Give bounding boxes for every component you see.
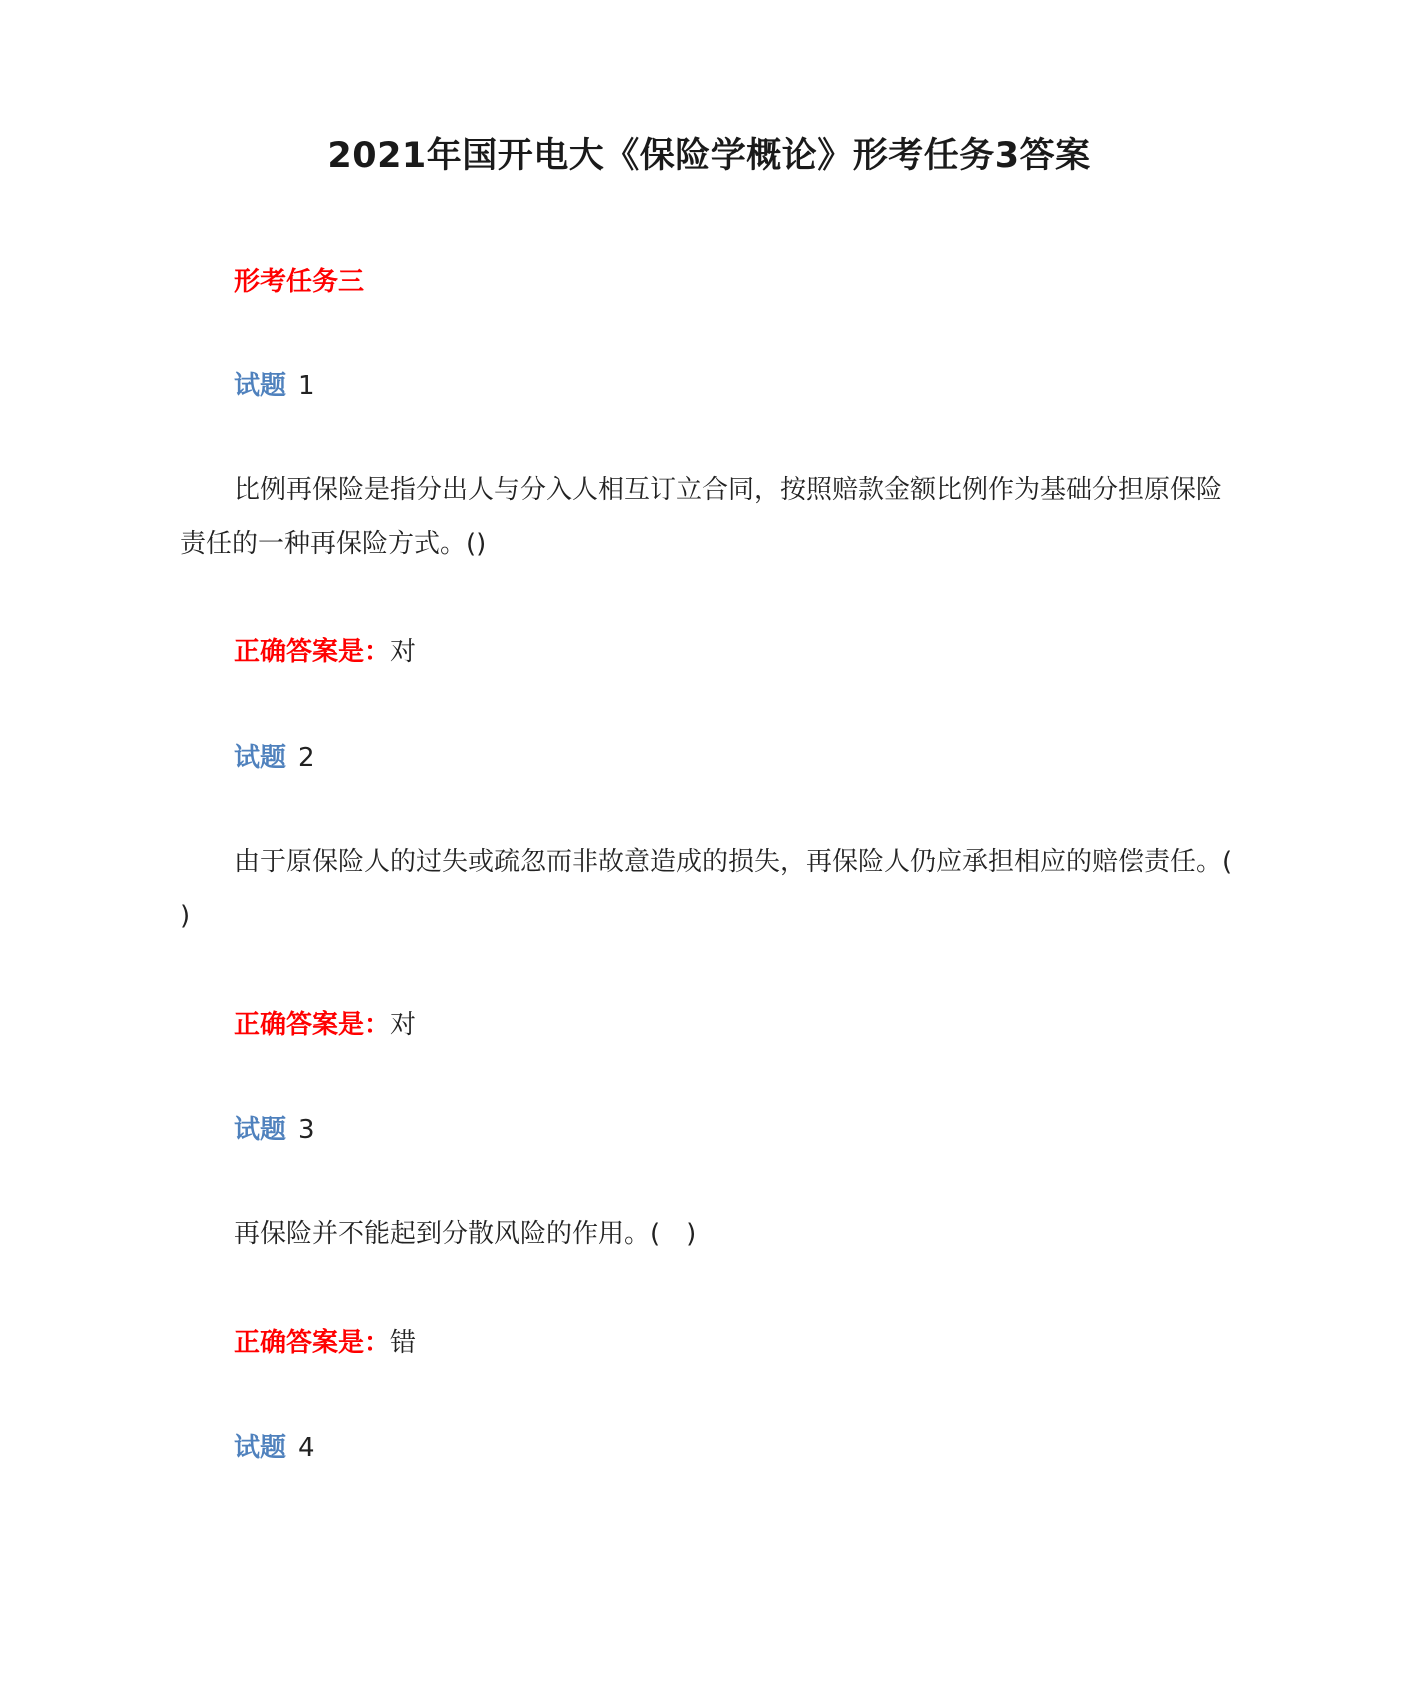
answer-3	[234, 1325, 416, 1361]
section-heading: 形考任务三	[234, 267, 365, 297]
question-number: 4	[298, 1433, 315, 1463]
answer-value: 错	[390, 1328, 417, 1358]
question-label-4	[234, 1430, 315, 1466]
question-word: 试题	[234, 371, 287, 401]
question-word: 试题	[234, 1433, 287, 1463]
question-word: 试题	[234, 1115, 287, 1145]
question-word: 试题	[234, 743, 287, 773]
question-number: 2	[298, 743, 315, 773]
answer-value: 对	[390, 637, 417, 667]
question-label-2	[234, 740, 315, 776]
question-label-1	[234, 368, 315, 404]
answer-1	[234, 634, 416, 670]
question-label-3	[234, 1112, 315, 1148]
question-text-3: 再保险并不能起到分散风险的作用。( )	[234, 1219, 697, 1249]
answer-label: 正确答案是：	[234, 1010, 391, 1040]
answer-value: 对	[390, 1010, 417, 1040]
answer-label: 正确答案是：	[234, 637, 391, 667]
answer-label: 正确答案是：	[234, 1328, 391, 1358]
question-number: 3	[298, 1115, 315, 1145]
document-title: 2021年国开电大《保险学概论》形考任务3答案	[327, 136, 1091, 176]
question-text-2: 由于原保险人的过失或疏忽而非故意造成的损失，再保险人仍应承担相应的赔偿责任。( )	[180, 847, 1233, 931]
answer-2	[234, 1007, 416, 1043]
question-text-1: 比例再保险是指分出人与分入人相互订立合同，按照赔款金额比例作为基础分担原保险责任的一种再保险方式。()	[180, 475, 1223, 559]
question-number: 1	[298, 371, 315, 401]
